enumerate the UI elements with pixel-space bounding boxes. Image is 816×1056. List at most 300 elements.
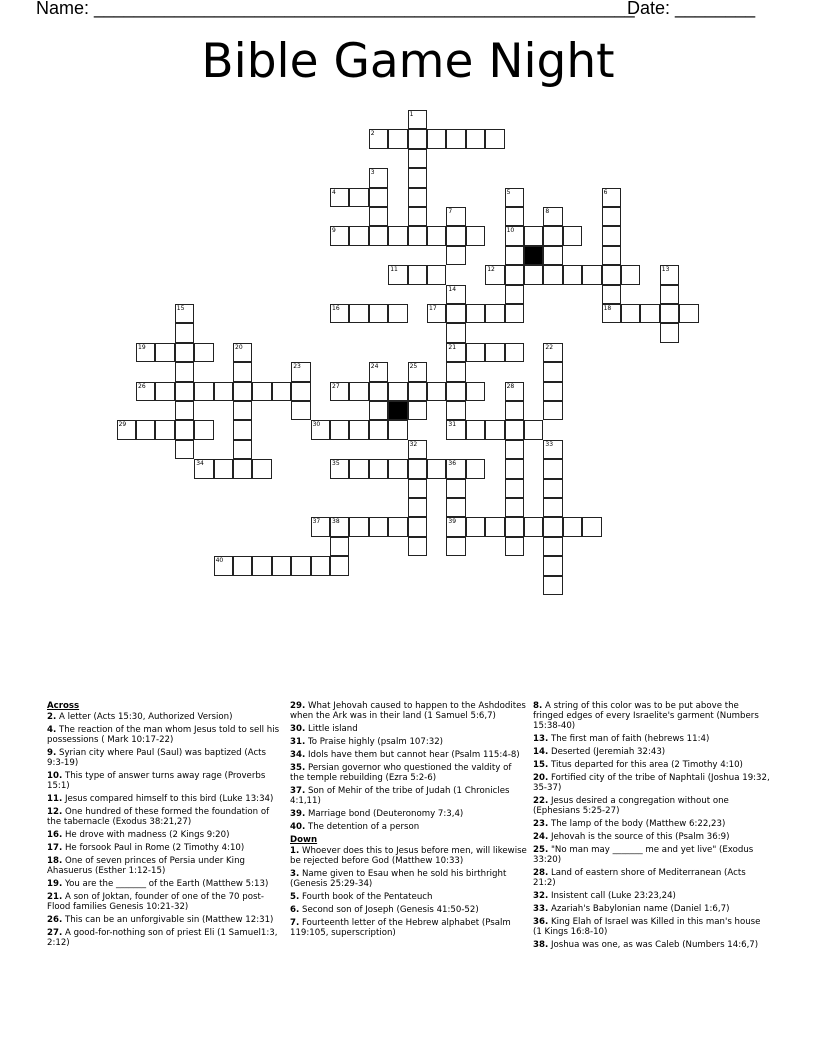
clue-number: 16 xyxy=(332,305,340,312)
grid-cell[interactable] xyxy=(466,517,485,536)
grid-cell[interactable] xyxy=(679,304,698,323)
grid-cell[interactable] xyxy=(369,129,388,148)
grid-cell[interactable] xyxy=(543,440,562,459)
grid-cell[interactable] xyxy=(408,149,427,168)
grid-cell[interactable] xyxy=(446,459,465,478)
grid-cell[interactable] xyxy=(194,459,213,478)
grid-cell[interactable] xyxy=(427,265,446,284)
clue-item-text: A letter (Acts 15:30, Authorized Version) xyxy=(58,712,233,722)
clue-item-number: 12. xyxy=(47,807,63,817)
grid-cell[interactable] xyxy=(233,401,252,420)
grid-cell[interactable] xyxy=(543,226,562,245)
clue-number: 36 xyxy=(448,460,457,468)
clue-item-number: 6. xyxy=(290,905,300,915)
grid-cell[interactable] xyxy=(660,285,679,304)
clue-item xyxy=(290,822,528,832)
grid-cell[interactable] xyxy=(602,188,621,207)
clue-item xyxy=(47,879,285,889)
grid-cell[interactable] xyxy=(582,517,601,536)
grid-cell[interactable] xyxy=(602,265,621,284)
grid-cell[interactable] xyxy=(543,576,562,595)
clue-number: 22 xyxy=(545,343,554,351)
grid-cell[interactable] xyxy=(214,459,233,478)
grid-cell[interactable] xyxy=(388,304,407,323)
clue-item xyxy=(533,747,771,757)
grid-cell[interactable] xyxy=(446,246,465,265)
clue-item-text: Joshua was one, as was Caleb (Numbers 14:6,7) xyxy=(550,940,759,950)
grid-cell[interactable] xyxy=(543,401,562,420)
clue-item-number: 7. xyxy=(290,918,300,928)
clue-item-text: He forsook Paul in Rome (2 Timothy 4:10) xyxy=(64,843,245,853)
grid-cell[interactable] xyxy=(602,226,621,245)
clue-item-text: Fortified city of the tribe of Naphtali (Joshua 19:32, 35-37) xyxy=(533,773,770,793)
grid-cell[interactable] xyxy=(330,537,349,556)
grid-cell[interactable] xyxy=(369,207,388,226)
grid-cell[interactable] xyxy=(505,285,524,304)
grid-cell[interactable] xyxy=(543,382,562,401)
grid-cell[interactable] xyxy=(505,246,524,265)
clue-item-number: 15. xyxy=(533,760,549,770)
grid-cell[interactable] xyxy=(543,362,562,381)
grid-cell[interactable] xyxy=(136,420,155,439)
clue-item-text: Idols have them but cannot hear (Psalm 115:4-8) xyxy=(307,750,520,760)
clue-item-text: King Elah of Israel was Killed in this man's house (1 Kings 16:8-10) xyxy=(533,917,761,937)
grid-cell[interactable] xyxy=(369,382,388,401)
grid-cell[interactable] xyxy=(155,382,174,401)
grid-cell[interactable] xyxy=(524,226,543,245)
clue-number: 26 xyxy=(138,382,146,390)
grid-cell[interactable] xyxy=(660,304,679,323)
grid-cell[interactable] xyxy=(388,382,407,401)
grid-cell[interactable] xyxy=(505,440,524,459)
clue-number: 30 xyxy=(312,421,321,429)
grid-cell[interactable] xyxy=(621,265,640,284)
clue-item-text: Persian governor who questioned the valdity of the temple rebuilding (Ezra 5:2-6) xyxy=(290,763,512,783)
grid-cell[interactable] xyxy=(505,226,524,245)
grid-cell[interactable] xyxy=(311,420,330,439)
clue-item-text: Jesus desired a congregation without one (Ephesians 5:25-27) xyxy=(533,796,729,816)
grid-cell[interactable] xyxy=(505,517,524,536)
grid-cell[interactable] xyxy=(505,188,524,207)
grid-cell[interactable] xyxy=(446,420,465,439)
clue-item-number: 33. xyxy=(533,904,549,914)
grid-cell[interactable] xyxy=(543,207,562,226)
grid-cell[interactable] xyxy=(291,382,310,401)
clue-item-number: 40. xyxy=(290,822,306,832)
grid-cell[interactable] xyxy=(233,382,252,401)
clue-item xyxy=(290,750,528,760)
clue-item xyxy=(290,763,528,783)
clue-number: 1 xyxy=(409,111,414,118)
grid-cell[interactable] xyxy=(408,362,427,381)
grid-cell[interactable] xyxy=(408,188,427,207)
grid-cell[interactable] xyxy=(466,226,485,245)
grid-cell[interactable] xyxy=(349,382,368,401)
clue-number: 28 xyxy=(506,382,515,390)
clues-column-2 xyxy=(290,701,528,941)
grid-cell[interactable] xyxy=(252,459,271,478)
clue-item-number: 13. xyxy=(533,734,549,744)
clue-number: 3 xyxy=(370,169,375,177)
clue-item-text: The first man of faith (hebrews 11:4) xyxy=(550,734,710,744)
grid-cell[interactable] xyxy=(446,207,465,226)
clue-item xyxy=(290,869,528,889)
down-heading: Down xyxy=(290,835,318,845)
grid-cell[interactable] xyxy=(330,517,349,536)
grid-cell[interactable] xyxy=(446,537,465,556)
grid-cell[interactable] xyxy=(485,517,504,536)
clue-item-number: 26. xyxy=(47,915,63,925)
grid-cell[interactable] xyxy=(136,382,155,401)
grid-cell[interactable] xyxy=(330,556,349,575)
grid-cell[interactable] xyxy=(408,382,427,401)
clue-number: 14 xyxy=(448,285,457,293)
grid-cell[interactable] xyxy=(505,304,524,323)
clue-item xyxy=(290,846,528,866)
grid-cell[interactable] xyxy=(330,420,349,439)
clue-item xyxy=(290,918,528,938)
grid-cell[interactable] xyxy=(291,401,310,420)
clue-item-number: 24. xyxy=(533,832,549,842)
grid-cell[interactable] xyxy=(446,479,465,498)
grid-cell[interactable] xyxy=(252,556,271,575)
clue-item-number: 14. xyxy=(533,747,549,757)
grid-cell[interactable] xyxy=(466,382,485,401)
grid-cell[interactable] xyxy=(446,362,465,381)
grid-cell[interactable] xyxy=(136,343,155,362)
grid-cell[interactable] xyxy=(175,440,194,459)
clue-item-text: Little island xyxy=(307,724,358,734)
grid-cell[interactable] xyxy=(408,168,427,187)
clue-item-number: 22. xyxy=(533,796,549,806)
grid-cell[interactable] xyxy=(408,440,427,459)
grid-cell[interactable] xyxy=(369,304,388,323)
grid-cell[interactable] xyxy=(466,304,485,323)
grid-cell[interactable] xyxy=(369,168,388,187)
clue-item-number: 34. xyxy=(290,750,306,760)
grid-cell[interactable] xyxy=(388,517,407,536)
clue-number: 39 xyxy=(448,518,457,526)
grid-cell[interactable] xyxy=(175,362,194,381)
grid-cell[interactable] xyxy=(233,420,252,439)
clue-item-text: Jehovah is the source of this (Psalm 36:9) xyxy=(550,832,730,842)
grid-cell[interactable] xyxy=(388,226,407,245)
grid-cell[interactable] xyxy=(505,420,524,439)
grid-cell[interactable] xyxy=(175,323,194,342)
grid-cell[interactable] xyxy=(330,304,349,323)
grid-cell[interactable] xyxy=(563,226,582,245)
grid-cell[interactable] xyxy=(369,517,388,536)
grid-cell[interactable] xyxy=(446,498,465,517)
clue-number: 12 xyxy=(487,266,495,274)
grid-cell[interactable] xyxy=(563,517,582,536)
grid-cell[interactable] xyxy=(408,517,427,536)
grid-cell[interactable] xyxy=(446,382,465,401)
clue-number: 40 xyxy=(215,557,224,565)
grid-cell[interactable] xyxy=(563,265,582,284)
clue-item-text: The reaction of the man whom Jesus told to sell his possessions ( Mark 10:17-22) xyxy=(47,725,280,745)
clue-item xyxy=(47,915,285,925)
clue-item xyxy=(533,819,771,829)
grid-cell[interactable] xyxy=(602,285,621,304)
clue-item xyxy=(533,904,771,914)
clue-item-text: Fourth book of the Pentateuch xyxy=(301,892,433,902)
grid-cell[interactable] xyxy=(233,556,252,575)
clues-column-3 xyxy=(533,701,771,953)
grid-cell[interactable] xyxy=(252,382,271,401)
grid-cell[interactable] xyxy=(466,420,485,439)
grid-cell[interactable] xyxy=(408,401,427,420)
grid-cell[interactable] xyxy=(408,537,427,556)
clue-number: 15 xyxy=(176,305,185,312)
grid-cell[interactable] xyxy=(543,343,562,362)
grid-cell[interactable] xyxy=(408,459,427,478)
clue-item-number: 37. xyxy=(290,786,306,796)
clue-item xyxy=(47,748,285,768)
grid-cell[interactable] xyxy=(505,498,524,517)
grid-cell[interactable] xyxy=(543,459,562,478)
grid-cell[interactable] xyxy=(485,129,504,148)
grid-cell[interactable] xyxy=(485,343,504,362)
clue-item-number: 38. xyxy=(533,940,549,950)
clue-number: 11 xyxy=(390,266,398,274)
black-cell xyxy=(388,401,407,420)
grid-cell[interactable] xyxy=(427,129,446,148)
clue-item-number: 29. xyxy=(290,701,306,711)
clue-number: 27 xyxy=(332,382,340,390)
grid-cell[interactable] xyxy=(446,401,465,420)
grid-cell[interactable] xyxy=(466,459,485,478)
grid-cell[interactable] xyxy=(408,207,427,226)
grid-cell[interactable] xyxy=(388,129,407,148)
clue-item xyxy=(47,892,285,912)
grid-cell[interactable] xyxy=(602,246,621,265)
grid-cell[interactable] xyxy=(505,343,524,362)
grid-cell[interactable] xyxy=(388,420,407,439)
grid-cell[interactable] xyxy=(214,556,233,575)
grid-cell[interactable] xyxy=(408,479,427,498)
clue-item xyxy=(533,832,771,842)
grid-cell[interactable] xyxy=(505,207,524,226)
grid-cell[interactable] xyxy=(466,129,485,148)
grid-cell[interactable] xyxy=(349,226,368,245)
clue-item xyxy=(47,830,285,840)
clue-item-text: Azariah's Babylonian name (Daniel 1:6,7) xyxy=(550,904,730,914)
grid-cell[interactable] xyxy=(524,265,543,284)
grid-cell[interactable] xyxy=(311,517,330,536)
grid-cell[interactable] xyxy=(155,343,174,362)
grid-cell[interactable] xyxy=(369,226,388,245)
grid-cell[interactable] xyxy=(175,420,194,439)
grid-cell[interactable] xyxy=(640,304,659,323)
clue-item xyxy=(533,701,771,731)
clue-item xyxy=(533,734,771,744)
grid-cell[interactable] xyxy=(543,517,562,536)
grid-cell[interactable] xyxy=(408,498,427,517)
grid-cell[interactable] xyxy=(446,343,465,362)
clue-number: 32 xyxy=(409,440,418,448)
clue-item-text: A good-for-nothing son of priest Eli (1 Samuel1:3, 2:12) xyxy=(47,928,278,948)
grid-cell[interactable] xyxy=(311,556,330,575)
grid-cell[interactable] xyxy=(175,304,194,323)
grid-cell[interactable] xyxy=(660,265,679,284)
grid-cell[interactable] xyxy=(446,226,465,245)
clue-item-text: Marriage bond (Deuteronomy 7:3,4) xyxy=(307,809,464,819)
clue-number: 9 xyxy=(332,227,336,235)
grid-cell[interactable] xyxy=(602,207,621,226)
grid-cell[interactable] xyxy=(233,343,252,362)
clue-number: 20 xyxy=(235,343,243,351)
grid-cell[interactable] xyxy=(621,304,640,323)
clue-item-number: 28. xyxy=(533,868,549,878)
clue-item xyxy=(47,928,285,948)
clue-item xyxy=(47,856,285,876)
clue-number: 5 xyxy=(506,188,511,196)
clue-item-number: 10. xyxy=(47,771,63,781)
grid-cell[interactable] xyxy=(446,304,465,323)
clue-item-text: This type of answer turns away rage (Proverbs 15:1) xyxy=(47,771,266,791)
grid-cell[interactable] xyxy=(485,304,504,323)
clue-item-text: One hundred of these formed the foundation of the tabernacle (Exodus 38:21,27) xyxy=(47,807,270,827)
grid-cell[interactable] xyxy=(194,382,213,401)
clue-item-text: Insistent call (Luke 23:23,24) xyxy=(550,891,676,901)
grid-cell[interactable] xyxy=(291,362,310,381)
clue-item-number: 20. xyxy=(533,773,549,783)
grid-cell[interactable] xyxy=(194,420,213,439)
clue-number: 10 xyxy=(506,227,515,235)
clue-item-number: 3. xyxy=(290,869,300,879)
grid-cell[interactable] xyxy=(155,420,174,439)
grid-cell[interactable] xyxy=(330,459,349,478)
grid-cell[interactable] xyxy=(543,556,562,575)
grid-cell[interactable] xyxy=(543,246,562,265)
grid-cell[interactable] xyxy=(408,226,427,245)
grid-cell[interactable] xyxy=(175,382,194,401)
clue-item-number: 35. xyxy=(290,763,306,773)
grid-cell[interactable] xyxy=(388,459,407,478)
grid-cell[interactable] xyxy=(349,420,368,439)
grid-cell[interactable] xyxy=(194,343,213,362)
clue-number: 21 xyxy=(448,343,457,351)
page-title: Bible Game Night xyxy=(201,34,615,89)
grid-cell[interactable] xyxy=(582,265,601,284)
clue-item-text: The detention of a person xyxy=(307,822,420,832)
grid-cell[interactable] xyxy=(505,382,524,401)
clue-item-number: 5. xyxy=(290,892,300,902)
clue-item-text: Deserted (Jeremiah 32:43) xyxy=(550,747,666,757)
grid-cell[interactable] xyxy=(602,304,621,323)
clue-item xyxy=(533,891,771,901)
grid-cell[interactable] xyxy=(175,401,194,420)
grid-cell[interactable] xyxy=(369,420,388,439)
grid-cell[interactable] xyxy=(369,188,388,207)
grid-cell[interactable] xyxy=(485,265,504,284)
date-field-label: Date: ________ xyxy=(627,0,756,18)
clue-number: 8 xyxy=(545,208,550,215)
grid-cell[interactable] xyxy=(175,343,194,362)
grid-cell[interactable] xyxy=(349,517,368,536)
grid-cell[interactable] xyxy=(330,226,349,245)
clue-item xyxy=(47,725,285,745)
grid-cell[interactable] xyxy=(330,188,349,207)
grid-cell[interactable] xyxy=(388,265,407,284)
grid-cell[interactable] xyxy=(466,343,485,362)
grid-cell[interactable] xyxy=(214,382,233,401)
grid-cell[interactable] xyxy=(543,479,562,498)
grid-cell[interactable] xyxy=(117,420,136,439)
clue-number: 25 xyxy=(409,363,418,371)
clue-item-text: Syrian city where Paul (Saul) was baptized (Acts 9:3-19) xyxy=(47,748,267,768)
clue-item xyxy=(290,701,528,721)
clue-item-text: He drove with madness (2 Kings 9:20) xyxy=(64,830,230,840)
grid-cell[interactable] xyxy=(505,537,524,556)
grid-cell[interactable] xyxy=(543,498,562,517)
grid-cell[interactable] xyxy=(660,323,679,342)
clue-item-number: 39. xyxy=(290,809,306,819)
grid-cell[interactable] xyxy=(543,265,562,284)
grid-cell[interactable] xyxy=(349,459,368,478)
grid-cell[interactable] xyxy=(349,304,368,323)
clue-item-number: 16. xyxy=(47,830,63,840)
clue-number: 33 xyxy=(545,440,554,448)
grid-cell[interactable] xyxy=(446,517,465,536)
clue-number: 38 xyxy=(332,518,340,526)
grid-cell[interactable] xyxy=(446,323,465,342)
clue-item-number: 8. xyxy=(533,701,543,711)
clues-column-1 xyxy=(47,701,285,951)
grid-cell[interactable] xyxy=(233,362,252,381)
grid-cell[interactable] xyxy=(369,401,388,420)
grid-cell[interactable] xyxy=(427,226,446,245)
clue-item-text: Fourteenth letter of the Hebrew alphabet (Psalm 119:105, superscription) xyxy=(290,918,511,938)
grid-cell[interactable] xyxy=(524,517,543,536)
grid-cell[interactable] xyxy=(272,556,291,575)
grid-cell[interactable] xyxy=(408,265,427,284)
grid-cell[interactable] xyxy=(524,420,543,439)
clue-item-number: 9. xyxy=(47,748,57,758)
grid-cell[interactable] xyxy=(233,440,252,459)
grid-cell[interactable] xyxy=(233,459,252,478)
grid-cell[interactable] xyxy=(291,556,310,575)
grid-cell[interactable] xyxy=(446,285,465,304)
grid-cell[interactable] xyxy=(330,382,349,401)
grid-cell[interactable] xyxy=(349,188,368,207)
clue-item xyxy=(290,905,528,915)
grid-cell[interactable] xyxy=(543,537,562,556)
grid-cell[interactable] xyxy=(505,479,524,498)
grid-cell[interactable] xyxy=(427,459,446,478)
grid-cell[interactable] xyxy=(427,382,446,401)
grid-cell[interactable] xyxy=(408,110,427,129)
grid-cell[interactable] xyxy=(446,129,465,148)
grid-cell[interactable] xyxy=(505,401,524,420)
grid-cell[interactable] xyxy=(505,265,524,284)
clue-item xyxy=(47,712,285,722)
across-heading: Across xyxy=(47,701,80,711)
grid-cell[interactable] xyxy=(369,459,388,478)
grid-cell[interactable] xyxy=(408,129,427,148)
grid-cell[interactable] xyxy=(427,304,446,323)
clue-number: 37 xyxy=(312,518,321,526)
clue-item-text: Name given to Esau when he sold his birthright (Genesis 25:29-34) xyxy=(290,869,507,889)
clue-number: 34 xyxy=(196,460,204,468)
clue-item-text: You are the _______ of the Earth (Matthew 5:13) xyxy=(64,879,269,889)
grid-cell[interactable] xyxy=(369,362,388,381)
grid-cell[interactable] xyxy=(505,459,524,478)
grid-cell[interactable] xyxy=(485,420,504,439)
grid-cell[interactable] xyxy=(272,382,291,401)
clue-item xyxy=(533,760,771,770)
